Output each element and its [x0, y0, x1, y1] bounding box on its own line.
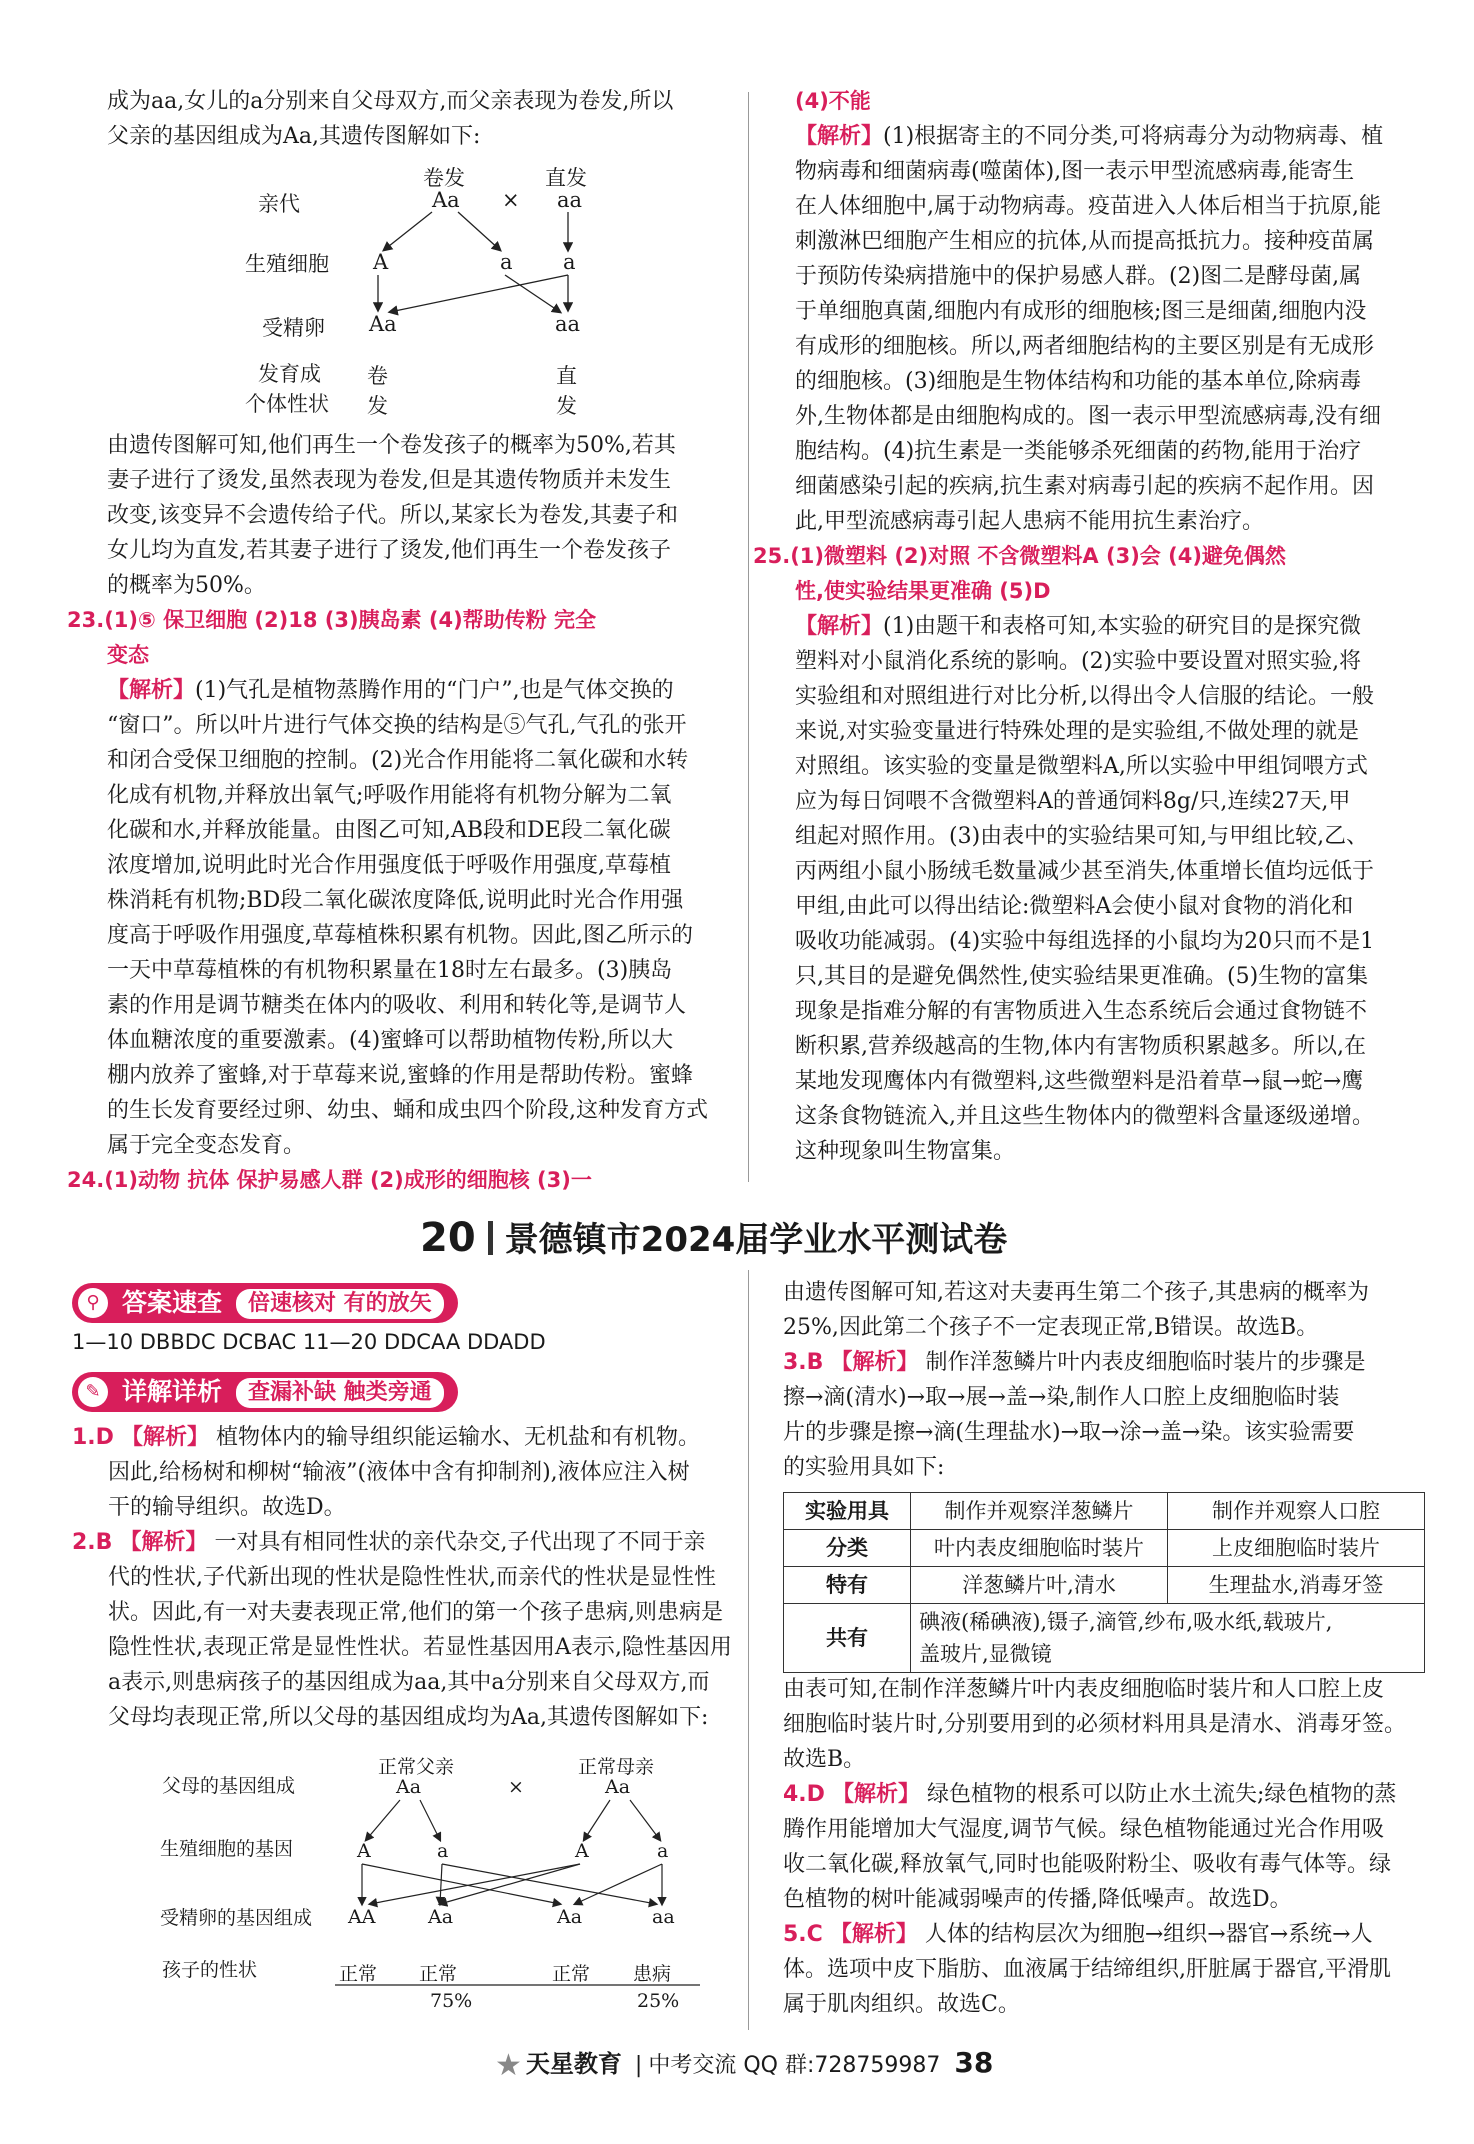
analysis-tag: 【解析】: [107, 678, 196, 703]
q-number: 3.B: [783, 1350, 824, 1375]
cell-text: 生理盐水,消毒牙签: [1208, 1573, 1384, 1597]
text-line: 棚内放养了蜜蜂,对于草莓来说,蜜蜂的作用是帮助传粉。蜜蜂: [107, 1063, 693, 1088]
text-line: 女儿均为直发,若其妻子进行了烫发,他们再生一个卷发孩子: [107, 538, 671, 563]
trait: 发: [556, 394, 577, 418]
equipment-table: [783, 1492, 1425, 1673]
text-line: 度高于呼吸作用强度,草莓植株积累有机物。因此,图乙所示的: [107, 923, 693, 948]
gene: A: [357, 1840, 371, 1862]
gene: a: [563, 250, 576, 274]
text-line: 绿色植物的根系可以防止水土流失;绿色植物的蒸: [926, 1782, 1397, 1807]
label-curly: 卷发: [423, 166, 465, 190]
text-line: 组起对照作用。(3)由表中的实验结果可知,与甲组比较,乙、: [795, 824, 1369, 849]
text-line: 故选B。: [783, 1747, 866, 1772]
cell-text: 碘液(稀碘液),镊子,滴管,纱布,吸水纸,载玻片,: [919, 1610, 1333, 1634]
text-line: 细菌感染引起的疾病,抗生素对病毒引起的疾病不起作用。因: [795, 474, 1374, 499]
text-line: (1)由题干和表格可知,本实验的研究目的是探究微: [883, 614, 1362, 639]
gene: Aa: [557, 1906, 583, 1928]
text-line: 属于肌肉组织。故选C。: [783, 1992, 1020, 2017]
text-line: 塑料对小鼠消化系统的影响。(2)实验中要设置对照实验,将: [795, 649, 1362, 674]
banner-label: 详解详析: [122, 1377, 223, 1406]
text-line: 刺激淋巴细胞产生相应的抗体,从而提高抵抗力。接种疫苗属: [795, 229, 1374, 254]
q-number: 5.C: [783, 1922, 823, 1947]
footer-text: 中考交流 QQ 群:728759987: [648, 2053, 941, 2078]
text-line: 胞结构。(4)抗生素是一类能够杀死细菌的药物,能用于治疗: [795, 439, 1362, 464]
text-line: 细胞临时装片时,分别要用到的必须材料用具是清水、消毒牙签。: [783, 1712, 1406, 1737]
text-line: 于单细胞真菌,细胞内有成形的细胞核;图三是细菌,细胞内没: [795, 299, 1367, 324]
text-line: 有成形的细胞核。所以,两者细胞结构的主要区别是有无成形: [795, 334, 1374, 359]
banner-sub: 倍速核对 有的放矢: [236, 1289, 444, 1319]
text-line: 干的输导组织。故选D。: [108, 1495, 346, 1520]
cell-text: 制作并观察洋葱鳞片: [944, 1499, 1134, 1523]
column-divider: [748, 1270, 749, 2030]
text-line: (1)气孔是植物蒸腾作用的“门户”,也是气体交换的: [195, 678, 674, 703]
cell-text: 实验用具: [805, 1499, 889, 1523]
table-row: [784, 1567, 1425, 1604]
text-line: (1)根据寄主的不同分类,可将病毒分为动物病毒、植: [883, 124, 1384, 149]
cell-text: 特有: [826, 1573, 868, 1597]
text-line: 浓度增加,说明此时光合作用强度低于呼吸作用强度,草莓植: [107, 853, 671, 878]
text-line: 素的作用是调节糖类在体内的吸收、利用和转化等,是调节人: [107, 993, 686, 1018]
table-cell: [911, 1530, 1168, 1567]
text-line: 一对具有相同性状的亲代杂交,子代出现了不同于亲: [214, 1530, 706, 1555]
text-line: 的实验用具如下:: [783, 1455, 945, 1480]
text-line: 父母均表现正常,所以父母的基因组成均为Aa,其遗传图解如下:: [108, 1705, 709, 1730]
lower-right: [783, 1275, 1433, 1485]
trait: 卷: [367, 364, 388, 388]
row-label: 发育成: [258, 362, 321, 386]
text-line: 体血糖浓度的重要激素。(4)蜜蜂可以帮助植物传粉,所以大: [107, 1028, 674, 1053]
gene: Aa: [432, 188, 460, 212]
text-line: 妻子进行了烫发,虽然表现为卷发,但是其遗传物质并未发生: [107, 468, 671, 493]
banner-sub: 查漏补缺 触类旁通: [236, 1378, 444, 1408]
text-line: 隐性性状,表现正常是显性性状。若显性基因用A表示,隐性基因用: [108, 1635, 732, 1660]
text-line: 植物体内的输导组织能运输水、无机盐和有机物。: [215, 1425, 700, 1450]
gene: AA: [348, 1906, 376, 1928]
gene: aa: [652, 1906, 675, 1928]
cell-text: 盖玻片,显微镜: [919, 1642, 1052, 1666]
text-line: 应为每日饲喂不含微塑料A的普通饲料8g/只,连续27天,甲: [795, 789, 1351, 814]
table-row: [784, 1530, 1425, 1567]
gene: a: [500, 250, 513, 274]
percentage: 75%: [430, 1990, 473, 2012]
text-line: 片的步骤是擦→滴(生理盐水)→取→涂→盖→染。该实验需要: [783, 1420, 1355, 1445]
row-label: 生殖细胞的基因: [160, 1838, 294, 1860]
text-line: 由表可知,在制作洋葱鳞片叶内表皮细胞临时装片和人口腔上皮: [783, 1677, 1384, 1702]
trait: 正常: [419, 1963, 458, 1985]
text-line: 的概率为50%。: [107, 573, 266, 598]
table-cell: [1168, 1567, 1425, 1604]
text-line: 制作洋葱鳞片叶内表皮细胞临时装片的步骤是: [925, 1350, 1366, 1375]
row-label: 父母的基因组成: [162, 1775, 296, 1797]
text-line: 色植物的树叶能减弱噪声的传播,降低噪声。故选D。: [783, 1887, 1292, 1912]
footer-separator: |: [634, 2053, 643, 2078]
cross-symbol: ×: [502, 188, 520, 212]
page-number: 38: [954, 2046, 994, 2079]
table-cell: [911, 1604, 1425, 1673]
text-line: 株消耗有机物;BD段二氧化碳浓度降低,说明此时光合作用强: [107, 888, 684, 913]
trait: 发: [367, 394, 388, 418]
q23-answer: 23.(1)⑤ 保卫细胞 (2)18 (3)胰岛素 (4)帮助传粉 完全: [67, 608, 596, 632]
text-line: 改变,该变异不会遗传给子代。所以,某家长为卷发,其妻子和: [107, 503, 678, 528]
q25-answer-cont: 性,使实验结果更准确 (5)D: [795, 579, 1051, 603]
row-label: 受精卵的基因组成: [160, 1907, 313, 1929]
row-label: 亲代: [258, 192, 300, 216]
analysis-tag: 【解析】: [829, 1922, 918, 1947]
q24-answer: 24.(1)动物 抗体 保护易感人群 (2)成形的细胞核 (3)一: [67, 1168, 592, 1192]
text-line: 于预防传染病措施中的保护易感人群。(2)图二是酵母菌,属: [795, 264, 1362, 289]
text-line: 的生长发育要经过卵、幼虫、蛹和成虫四个阶段,这种发育方式: [107, 1098, 708, 1123]
trait: 正常: [339, 1963, 378, 1985]
text-line: 化碳和水,并释放能量。由图乙可知,AB段和DE段二氧化碳: [107, 818, 671, 843]
section-number: 20: [420, 1215, 476, 1261]
text-line: 和闭合受保卫细胞的控制。(2)光合作用能将二氧化碳和水转: [107, 748, 689, 773]
text-line: 此,甲型流感病毒引起人患病不能用抗生素治疗。: [795, 509, 1264, 534]
banner-label: 答案速查: [122, 1288, 223, 1317]
cell-text: 上皮细胞临时装片: [1212, 1536, 1380, 1560]
gene: a: [657, 1840, 669, 1862]
text-line: a表示,则患病孩子的基因组成为aa,其中a分别来自父母双方,而: [108, 1670, 710, 1695]
row-label: 受精卵: [262, 316, 325, 340]
text-line: 物病毒和细菌病毒(噬菌体),图一表示甲型流感病毒,能寄生: [795, 159, 1355, 184]
text-line: 成为aa,女儿的a分别来自父母双方,而父亲表现为卷发,所以: [107, 89, 674, 114]
text-line: 由遗传图解可知,若这对夫妻再生第二个孩子,其患病的概率为: [783, 1280, 1369, 1305]
analysis-tag: 【解析】: [830, 1350, 919, 1375]
text-line: 在人体细胞中,属于动物病毒。疫苗进入人体后相当于抗原,能: [795, 194, 1381, 219]
cross-symbol: ×: [508, 1776, 524, 1798]
label-straight: 直发: [545, 166, 587, 190]
text-line: 腾作用能增加大气湿度,调节气候。绿色植物能通过光合作用吸: [783, 1817, 1384, 1842]
table-header: [784, 1604, 911, 1673]
text-line: 某地发现鹰体内有微塑料,这些微塑料是沿着草→鼠→蛇→鹰: [795, 1069, 1364, 1094]
text-line: 体。选项中皮下脂肪、血液属于结缔组织,肝脏属于器官,平滑肌: [783, 1957, 1391, 1982]
text-line: 现象是指难分解的有害物质进入生态系统后会通过食物链不: [795, 999, 1368, 1024]
gene: A: [575, 1840, 589, 1862]
gene: Aa: [605, 1776, 631, 1798]
row-label: 生殖细胞: [245, 252, 329, 276]
cell-text: 共有: [826, 1626, 868, 1650]
row-label: 个体性状: [245, 392, 329, 416]
label-father: 正常父亲: [378, 1756, 455, 1778]
percentage: 25%: [637, 1990, 680, 2012]
q23-answer-cont: 变态: [107, 643, 149, 667]
q24-answer-cont: (4)不能: [795, 89, 871, 113]
star-logo-icon: ★: [495, 2048, 522, 2083]
gene: A: [373, 250, 389, 274]
text-line: 状。因此,有一对夫妻表现正常,他们的第一个孩子患病,则患病是: [108, 1600, 723, 1625]
text-line: 这种现象叫生物富集。: [795, 1139, 1016, 1164]
brand-name: 天星教育: [525, 2050, 622, 2078]
gene: aa: [557, 188, 583, 212]
text-line: 擦→滴(清水)→取→展→盖→染,制作人口腔上皮细胞临时装: [783, 1385, 1340, 1410]
text-line: 人体的结构层次为细胞→组织→器官→系统→人: [924, 1922, 1373, 1947]
text-line: 化成有机物,并释放出氧气;呼吸作用能将有机物分解为二氧: [107, 783, 672, 808]
page-footer: [495, 2044, 993, 2083]
trait: 直: [556, 364, 577, 388]
text-line: 丙两组小鼠小肠绒毛数量减少甚至消失,体重增长值均远低于: [795, 859, 1374, 884]
q25-answer: 25.(1)微塑料 (2)对照 不含微塑料A (3)会 (4)避免偶然: [753, 544, 1286, 568]
analysis-tag: 【解析】: [119, 1530, 208, 1555]
section-title-text: 景德镇市2024届学业水平测试卷: [504, 1220, 1008, 1260]
text-line: 一天中草莓植株的有机物积累量在18时左右最多。(3)胰岛: [107, 958, 673, 983]
q-number: 4.D: [783, 1782, 825, 1807]
table-cell: [1168, 1493, 1425, 1530]
trait: 正常: [552, 1963, 591, 1985]
row-label: 孩子的性状: [162, 1959, 258, 1981]
text-line: 代的性状,子代新出现的性状是隐性性状,而亲代的性状是显性性: [108, 1565, 716, 1590]
table-cell: [911, 1567, 1168, 1604]
text-line: 只,其目的是避免偶然性,使实验结果更准确。(5)生物的富集: [795, 964, 1369, 989]
gene: aa: [555, 312, 581, 336]
gene: a: [437, 1840, 449, 1862]
analysis-tag: 【解析】: [831, 1782, 920, 1807]
cell-text: 分类: [826, 1536, 868, 1560]
analysis-tag: 【解析】: [795, 614, 884, 639]
analysis-tag: 【解析】: [120, 1425, 209, 1450]
gene: Aa: [428, 1906, 454, 1928]
text-line: 断积累,营养级越高的生物,体内有害物质积累越多。所以,在: [795, 1034, 1366, 1059]
text-line: 父亲的基因组成为Aa,其遗传图解如下:: [107, 124, 481, 149]
text-line: 由遗传图解可知,他们再生一个卷发孩子的概率为50%,若其: [107, 433, 676, 458]
text-line: 的细胞核。(3)细胞是生物体结构和功能的基本单位,除病毒: [795, 369, 1362, 394]
text-line: 对照组。该实验的变量是微塑料A,所以实验中甲组饲喂方式: [795, 754, 1368, 779]
text-line: 甲组,由此可以得出结论:微塑料A会使小鼠对食物的消化和: [795, 894, 1354, 919]
cell-text: 洋葱鳞片叶,清水: [962, 1573, 1116, 1597]
q-number: 2.B: [72, 1530, 113, 1555]
text-line: 收二氧化碳,释放氧气,同时也能吸附粉尘、吸收有毒气体等。绿: [783, 1852, 1391, 1877]
clipboard-icon: ✎: [78, 1377, 108, 1407]
search-icon: ⚲: [78, 1288, 108, 1318]
text-line: 25%,因此第二个孩子不一定表现正常,B错误。故选B。: [783, 1315, 1319, 1340]
text-line: 因此,给杨树和柳树“输液”(液体中含有抑制剂),液体应注入树: [108, 1460, 690, 1485]
q5: [783, 1917, 1433, 1952]
table-header: [784, 1493, 911, 1530]
text-line: 属于完全变态发育。: [107, 1133, 306, 1158]
analysis-tag: 【解析】: [795, 124, 884, 149]
q-number: 1.D: [72, 1425, 114, 1450]
gene: Aa: [396, 1776, 422, 1798]
label-mother: 正常母亲: [578, 1756, 655, 1778]
trait: 患病: [633, 1963, 672, 1985]
text-line: “窗口”。所以叶片进行气体交换的结构是⑤气孔,气孔的张开: [107, 713, 687, 738]
table-header: [784, 1530, 911, 1567]
table-row: [784, 1604, 1425, 1673]
text-line: 实验组和对照组进行对比分析,以得出令人信服的结论。一般: [795, 684, 1374, 709]
gene: Aa: [369, 312, 397, 336]
q3: [783, 1345, 1433, 1380]
quick-answers: 1—10 DBBDC DCBAC 11—20 DDCAA DDADD: [72, 1330, 546, 1354]
table-cell: [1168, 1530, 1425, 1567]
cell-text: 制作并观察人口腔: [1212, 1499, 1380, 1523]
cell-text: 叶内表皮细胞临时装片: [934, 1536, 1144, 1560]
table-cell: [911, 1493, 1168, 1530]
text-line: 外,生物体都是由细胞构成的。图一表示甲型流感病毒,没有细: [795, 404, 1381, 429]
text-line: 来说,对实验变量进行特殊处理的是实验组,不做处理的就是: [795, 719, 1359, 744]
table-header: [784, 1567, 911, 1604]
table-row: [784, 1493, 1425, 1530]
text-line: 吸收功能减弱。(4)实验中每组选择的小鼠均为20只而不是1: [795, 929, 1375, 954]
lower-right-2: [783, 1672, 1433, 2022]
q4: [783, 1777, 1433, 1812]
text-line: 这条食物链流入,并且这些生物体内的微塑料含量逐级递增。: [795, 1104, 1374, 1129]
